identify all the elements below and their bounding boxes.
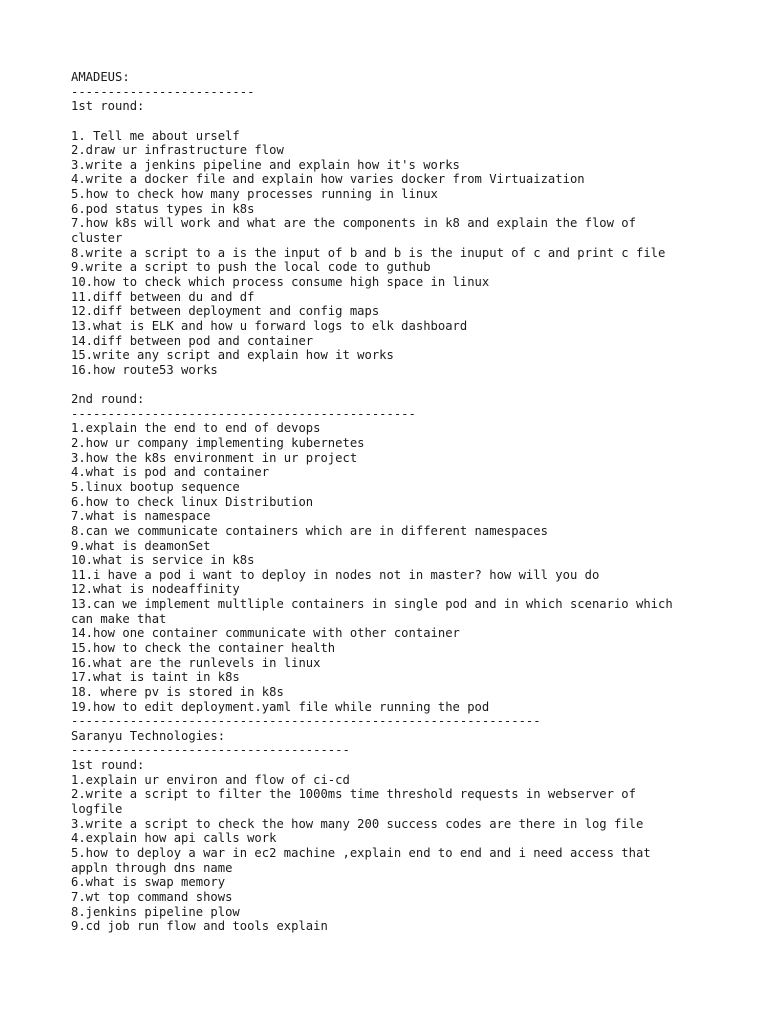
text-line: 15.write any script and explain how it works [71,348,394,363]
text-line: 1.explain the end to end of devops [71,421,321,436]
heading-amadeus: AMADEUS: [71,70,130,84]
separator: -------------------------------------- [71,743,350,758]
text-line: 3.write a jenkins pipeline and explain how it's works [71,157,460,172]
text-line: 15.how to check the container health [71,640,336,655]
text-line: 18. where pv is stored in k8s [71,684,284,699]
text-line: 9.write a script to push the local code to guthub [71,260,431,275]
text-line: 9.cd job run flow and tools explain [71,919,328,934]
text-line: 3.how the k8s environment in ur project [71,450,358,465]
text-line: 5.linux bootup sequence [71,479,240,494]
text-line: 6.how to check linux Distribution [71,494,314,509]
text-line: 7.what is namespace [71,509,211,524]
text-line: 8.jenkins pipeline plow [71,904,240,919]
text-line: appln through dns name [71,860,233,875]
text-line: 2.write a script to filter the 1000ms time threshold requests in webserver of [71,787,636,802]
text-line: logfile [71,802,123,817]
text-line: 13.what is ELK and how u forward logs to elk dashboard [71,318,468,333]
text-line: 8.can we communicate containers which are in different namespaces [71,523,548,538]
text-line: 10.what is service in k8s [71,553,255,568]
text-line: 3.write a script to check the how many 200 success codes are there in log file [71,816,644,831]
blank-line [71,377,711,392]
text-line: 1. Tell me about urself [71,128,240,143]
text-line: 16.how route53 works [71,362,218,377]
text-line: 14.diff between pod and container [71,333,314,348]
text-line: 1.explain ur environ and flow of ci-cd [71,772,350,787]
section-heading: 2nd round: [71,392,145,407]
text-line: 8.write a script to a is the input of b and b is the inuput of c and print c file [71,245,666,260]
text-line: 5.how to deploy a war in ec2 machine ,explain end to end and i need access that [71,845,651,860]
separator: ---------------------------------------------------------------- [71,714,541,729]
section-heading: 1st round: [71,758,145,773]
text-line: 7.wt top command shows [71,889,233,904]
text-line: 12.diff between deployment and config maps [71,304,380,319]
text-line: 9.what is deamonSet [71,538,211,553]
separator: ----------------------------------------------- [71,406,416,421]
text-line: 16.what are the runlevels in linux [71,655,321,670]
text-line: 6.pod status types in k8s [71,201,255,216]
text-line: 17.what is taint in k8s [71,670,240,685]
text-line: 4.write a docker file and explain how varies docker from Virtuaization [71,172,585,187]
text-line: 14.how one container communicate with other container [71,626,460,641]
text-line: 11.diff between du and df [71,289,255,304]
document-page [71,70,711,934]
text-line: 19.how to edit deployment.yaml file while running the pod [71,699,490,714]
text-line: 13.can we implement multliple containers in single pod and in which scenario which [71,597,673,612]
text-line: cluster [71,231,123,246]
text-line: can make that [71,611,167,626]
text-line: 12.what is nodeaffinity [71,582,240,597]
heading-saranyu: Saranyu Technologies: [71,728,226,743]
text-line: 11.i have a pod i want to deploy in nodes not in master? how will you do [71,567,600,582]
section-heading: 1st round: [71,99,145,114]
text-line: 2.draw ur infrastructure flow [71,143,284,158]
text-line: 5.how to check how many processes running in linux [71,187,438,202]
text-line: 2.how ur company implementing kubernetes [71,436,365,451]
separator: ------------------------- [71,84,255,99]
text-line: 4.what is pod and container [71,465,270,480]
text-line: 6.what is swap memory [71,875,226,890]
text-line: 10.how to check which process consume high space in linux [71,274,490,289]
text-line: 7.how k8s will work and what are the components in k8 and explain the flow of [71,216,636,231]
blank-line [71,114,711,129]
text-line: 4.explain how api calls work [71,831,277,846]
